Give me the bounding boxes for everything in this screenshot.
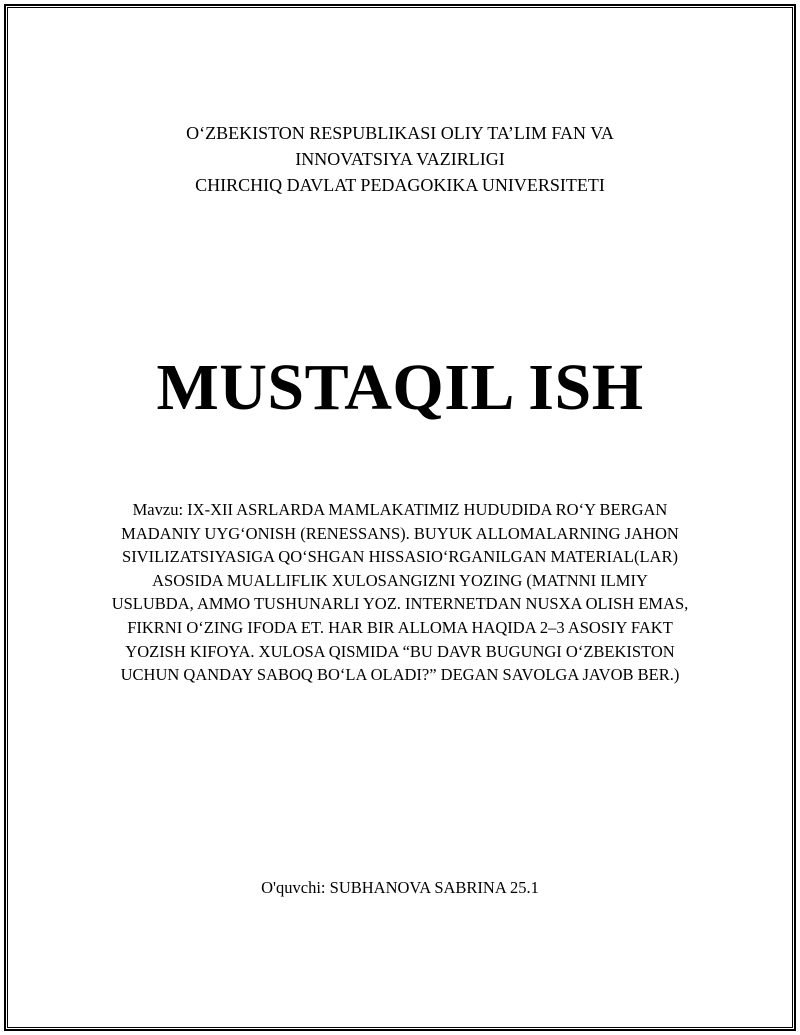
institution-header: [0, 120, 800, 198]
header-line-ministry-2: INNOVATSIYA VAZIRLIGI: [295, 149, 505, 169]
document-title: MUSTAQIL ISH: [156, 351, 644, 424]
student-name: O'quvchi: SUBHANOVA SABRINA 25.1: [261, 878, 539, 897]
header-line-ministry-1: O‘ZBEKISTON RESPUBLIKASI OLIY TA’LIM FAN VA: [186, 123, 614, 143]
topic-text: Mavzu: IX-XII ASRLARDA MAMLAKATIMIZ HUDUDIDA RO‘Y BERGAN MADANIY UYG‘ONISH (RENESSANS). BUYUK ALLOMALARNING JAHON SIVILIZATSIYASIGA QO‘SHGAN HISSASIO‘RGANILGAN MATERIAL(LAR) ASOSIDA MUALLIFLIK XULOSANGIZNI YOZING (MATNNI ILMIY USLUBDA, AMMO TUSHUNARLI YOZ. INTERNETDAN NUSXA OLISH EMAS, FIKRNI O‘ZING IFODA ET. HAR BIR ALLOMA HAQIDA 2–3 ASOSIY FAKT YOZISH KIFOYA. XULOSA QISMIDA “BU DAVR BUGUNGI O‘ZBEKISTON UCHUN QANDAY SABOQ BO‘LA OLADI?” DEGAN SAVOLGA JAVOB BER.): [111, 500, 689, 685]
header-line-university: CHIRCHIQ DAVLAT PEDAGOKIKA UNIVERSITETI: [195, 175, 605, 195]
